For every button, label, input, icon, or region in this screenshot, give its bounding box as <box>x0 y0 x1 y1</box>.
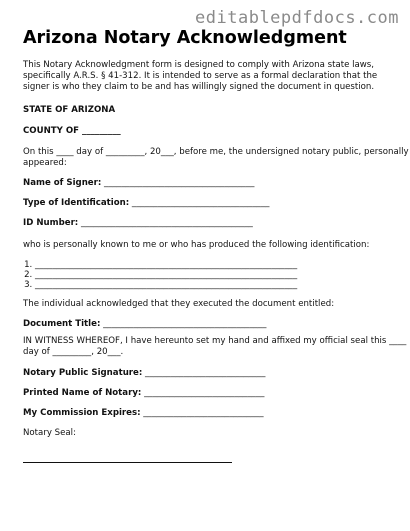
printed-name-row <box>23 388 388 399</box>
commission-row <box>23 408 388 419</box>
name-of-signer-row <box>23 178 388 189</box>
watermark: editablepdfdocs.com <box>195 8 399 28</box>
type-of-id-label: Type of Identification: <box>23 198 130 208</box>
commission-label: My Commission Expires: <box>23 408 141 418</box>
identification-item-2[interactable]: 2. _____________________________________________________________ <box>35 270 388 280</box>
identification-item-1[interactable]: 1. _____________________________________________________________ <box>35 260 388 270</box>
name-of-signer-label: Name of Signer: <box>23 178 102 188</box>
type-of-id-field[interactable]: ________________________________ <box>129 198 270 208</box>
document-heading: Arizona Notary Acknowledgment <box>23 28 347 48</box>
printed-name-label: Printed Name of Notary: <box>23 388 142 398</box>
type-of-id-row <box>23 198 388 209</box>
notary-seal-label: Notary Seal: <box>23 428 76 438</box>
state-heading: STATE OF ARIZONA <box>23 105 116 115</box>
id-number-label: ID Number: <box>23 218 79 228</box>
document-title-row <box>23 319 388 330</box>
witness-line-1[interactable]: IN WITNESS WHEREOF, I have hereunto set my hand and affixed my official seal this ____ <box>23 336 407 346</box>
notary-seal-line[interactable] <box>23 462 232 463</box>
identification-list <box>23 260 388 290</box>
notary-document <box>23 28 409 463</box>
name-of-signer-field[interactable]: ___________________________________ <box>101 178 255 188</box>
notary-signature-row <box>23 368 388 379</box>
identification-item-3[interactable]: 3. _____________________________________________________________ <box>35 280 388 290</box>
commission-field[interactable]: ____________________________ <box>140 408 264 418</box>
document-title-field[interactable]: ______________________________________ <box>100 319 267 329</box>
printed-name-field[interactable]: ____________________________ <box>141 388 265 398</box>
on-this-line-2: appeared: <box>23 158 67 168</box>
on-this-line-1[interactable]: On this ____ day of _________, 20___, before me, the undersigned notary public, personally <box>23 147 409 157</box>
intro-paragraph: This Notary Acknowledgment form is designed to comply with Arizona state laws, specifically A.R.S. § 41-312. It is intended to serve as a formal declaration that the signer is who they claim to be and has willingly signed the document in question. <box>23 60 378 92</box>
notary-signature-label: Notary Public Signature: <box>23 368 143 378</box>
id-number-field[interactable]: ________________________________________ <box>78 218 253 228</box>
witness-line-2[interactable]: day of _________, 20___. <box>23 347 124 357</box>
document-title-label: Document Title: <box>23 319 101 329</box>
id-number-row <box>23 218 388 229</box>
acknowledged-text: The individual acknowledged that they executed the document entitled: <box>23 299 335 309</box>
known-text: who is personally known to me or who has produced the following identification: <box>23 240 370 250</box>
notary-signature-field[interactable]: ____________________________ <box>142 368 266 378</box>
county-field[interactable]: COUNTY OF _________ <box>23 126 121 136</box>
